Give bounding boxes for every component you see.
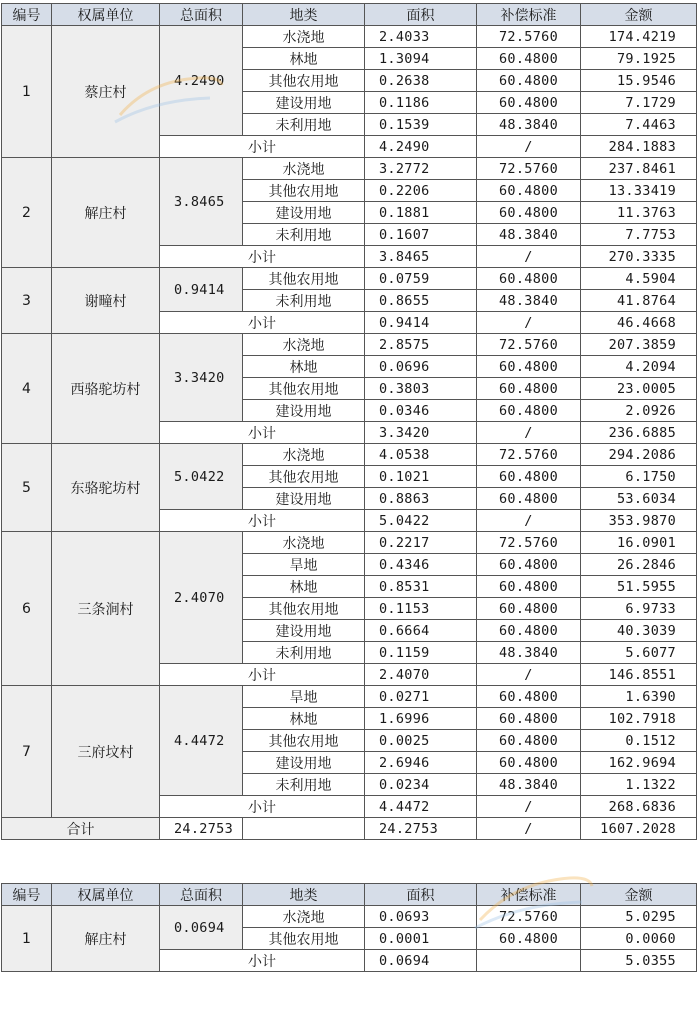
land-type: 水浇地	[243, 158, 365, 180]
land-type: 未利用地	[243, 642, 365, 664]
area-value: 0.1186	[365, 92, 477, 114]
table-body	[2, 26, 697, 840]
area-value: 3.2772	[365, 158, 477, 180]
compensation-table-main	[1, 3, 697, 840]
amount-value: 294.2086	[581, 444, 697, 466]
compensation-standard: 72.5760	[477, 158, 581, 180]
compensation-standard: 60.4800	[477, 598, 581, 620]
compensation-standard: 60.4800	[477, 202, 581, 224]
area-value: 2.8575	[365, 334, 477, 356]
subtotal-label: 小计	[160, 796, 365, 818]
subtotal-area: 4.2490	[365, 136, 477, 158]
compensation-standard: 60.4800	[477, 70, 581, 92]
area-value: 1.6996	[365, 708, 477, 730]
area-value: 0.3803	[365, 378, 477, 400]
amount-value: 23.0005	[581, 378, 697, 400]
area-value: 0.1153	[365, 598, 477, 620]
table-row	[2, 532, 697, 554]
subtotal-area: 4.4472	[365, 796, 477, 818]
area-value: 0.2206	[365, 180, 477, 202]
subtotal-label: 小计	[160, 664, 365, 686]
column-header: 权属单位	[52, 884, 160, 906]
grand-total-sum-area: 24.2753	[365, 818, 477, 840]
compensation-standard: 48.3840	[477, 642, 581, 664]
amount-value: 5.0295	[581, 906, 697, 928]
area-value: 0.1607	[365, 224, 477, 246]
total-area: 0.0694	[160, 906, 243, 950]
subtotal-area: 3.8465	[365, 246, 477, 268]
area-value: 0.1539	[365, 114, 477, 136]
total-area: 5.0422	[160, 444, 243, 510]
compensation-standard: 60.4800	[477, 686, 581, 708]
row-number: 7	[2, 686, 52, 818]
header-row	[2, 884, 697, 906]
compensation-standard: 60.4800	[477, 268, 581, 290]
compensation-standard: 48.3840	[477, 290, 581, 312]
amount-value: 162.9694	[581, 752, 697, 774]
compensation-standard: 48.3840	[477, 114, 581, 136]
owner-unit: 解庄村	[52, 158, 160, 268]
compensation-standard: 60.4800	[477, 356, 581, 378]
area-value: 2.4033	[365, 26, 477, 48]
owner-unit: 东骆驼坊村	[52, 444, 160, 532]
table-row	[2, 686, 697, 708]
area-value: 0.1159	[365, 642, 477, 664]
land-type: 其他农用地	[243, 928, 365, 950]
amount-value: 237.8461	[581, 158, 697, 180]
land-type: 其他农用地	[243, 466, 365, 488]
subtotal-amount: 46.4668	[581, 312, 697, 334]
amount-value: 15.9546	[581, 70, 697, 92]
subtotal-amount: 270.3335	[581, 246, 697, 268]
land-type: 其他农用地	[243, 268, 365, 290]
total-area: 3.8465	[160, 158, 243, 246]
amount-value: 53.6034	[581, 488, 697, 510]
land-type: 建设用地	[243, 400, 365, 422]
total-area: 2.4070	[160, 532, 243, 664]
compensation-standard: 72.5760	[477, 334, 581, 356]
amount-value: 26.2846	[581, 554, 697, 576]
compensation-standard: 60.4800	[477, 752, 581, 774]
area-value: 0.0025	[365, 730, 477, 752]
grand-total-amount: 1607.2028	[581, 818, 697, 840]
land-type: 水浇地	[243, 906, 365, 928]
compensation-standard: 72.5760	[477, 26, 581, 48]
land-type: 其他农用地	[243, 378, 365, 400]
subtotal-amount: 5.0355	[581, 950, 697, 972]
amount-value: 79.1925	[581, 48, 697, 70]
amount-value: 1.1322	[581, 774, 697, 796]
column-header: 面积	[365, 4, 477, 26]
owner-unit: 解庄村	[52, 906, 160, 972]
area-value: 0.4346	[365, 554, 477, 576]
area-value: 0.8655	[365, 290, 477, 312]
amount-value: 16.0901	[581, 532, 697, 554]
area-value: 0.1881	[365, 202, 477, 224]
area-value: 0.0346	[365, 400, 477, 422]
subtotal-amount: 284.1883	[581, 136, 697, 158]
grand-total-row	[2, 818, 697, 840]
compensation-standard: 60.4800	[477, 554, 581, 576]
amount-value: 174.4219	[581, 26, 697, 48]
compensation-standard: 60.4800	[477, 48, 581, 70]
grand-total-label: 合计	[2, 818, 160, 840]
area-value: 4.0538	[365, 444, 477, 466]
land-type: 林地	[243, 708, 365, 730]
compensation-standard: 72.5760	[477, 532, 581, 554]
land-type: 其他农用地	[243, 70, 365, 92]
compensation-standard: 60.4800	[477, 92, 581, 114]
subtotal-area: 5.0422	[365, 510, 477, 532]
subtotal-area: 0.0694	[365, 950, 477, 972]
land-type: 建设用地	[243, 92, 365, 114]
compensation-standard: 60.4800	[477, 928, 581, 950]
amount-value: 11.3763	[581, 202, 697, 224]
land-type: 林地	[243, 576, 365, 598]
column-header: 金额	[581, 4, 697, 26]
owner-unit: 西骆驼坊村	[52, 334, 160, 444]
row-number: 5	[2, 444, 52, 532]
total-area: 3.3420	[160, 334, 243, 422]
subtotal-standard: /	[477, 136, 581, 158]
subtotal-area: 0.9414	[365, 312, 477, 334]
table-row	[2, 906, 697, 928]
area-value: 0.0759	[365, 268, 477, 290]
row-number: 1	[2, 906, 52, 972]
area-value: 0.8863	[365, 488, 477, 510]
compensation-standard: 60.4800	[477, 730, 581, 752]
amount-value: 0.0060	[581, 928, 697, 950]
land-type: 未利用地	[243, 114, 365, 136]
compensation-standard: 60.4800	[477, 620, 581, 642]
row-number: 1	[2, 26, 52, 158]
compensation-standard: 72.5760	[477, 906, 581, 928]
amount-value: 4.5904	[581, 268, 697, 290]
owner-unit: 谢疃村	[52, 268, 160, 334]
table-row	[2, 26, 697, 48]
amount-value: 6.9733	[581, 598, 697, 620]
amount-value: 1.6390	[581, 686, 697, 708]
amount-value: 102.7918	[581, 708, 697, 730]
subtotal-standard: /	[477, 312, 581, 334]
compensation-standard: 60.4800	[477, 466, 581, 488]
subtotal-label: 小计	[160, 510, 365, 532]
compensation-standard: 48.3840	[477, 774, 581, 796]
subtotal-area: 2.4070	[365, 664, 477, 686]
area-value: 0.0693	[365, 906, 477, 928]
grand-total-area: 24.2753	[160, 818, 243, 840]
column-header: 编号	[2, 884, 52, 906]
amount-value: 7.1729	[581, 92, 697, 114]
subtotal-standard: /	[477, 664, 581, 686]
land-type: 其他农用地	[243, 730, 365, 752]
land-type: 其他农用地	[243, 598, 365, 620]
subtotal-standard: /	[477, 510, 581, 532]
compensation-standard: 60.4800	[477, 708, 581, 730]
column-header: 地类	[243, 884, 365, 906]
subtotal-amount: 236.6885	[581, 422, 697, 444]
land-type: 建设用地	[243, 488, 365, 510]
table-row	[2, 268, 697, 290]
amount-value: 7.4463	[581, 114, 697, 136]
amount-value: 40.3039	[581, 620, 697, 642]
land-type: 林地	[243, 356, 365, 378]
subtotal-label: 小计	[160, 136, 365, 158]
area-value: 0.6664	[365, 620, 477, 642]
amount-value: 5.6077	[581, 642, 697, 664]
owner-unit: 三条涧村	[52, 532, 160, 686]
area-value: 0.0234	[365, 774, 477, 796]
land-type: 水浇地	[243, 26, 365, 48]
column-header: 地类	[243, 4, 365, 26]
total-area: 4.2490	[160, 26, 243, 136]
owner-unit: 三府坟村	[52, 686, 160, 818]
subtotal-label: 小计	[160, 422, 365, 444]
column-header: 总面积	[160, 4, 243, 26]
land-type: 旱地	[243, 686, 365, 708]
compensation-standard: 60.4800	[477, 180, 581, 202]
land-type: 未利用地	[243, 774, 365, 796]
area-value: 0.0001	[365, 928, 477, 950]
row-number: 3	[2, 268, 52, 334]
area-value: 0.2638	[365, 70, 477, 92]
amount-value: 2.0926	[581, 400, 697, 422]
column-header: 编号	[2, 4, 52, 26]
subtotal-label: 小计	[160, 312, 365, 334]
land-type: 水浇地	[243, 334, 365, 356]
land-type: 其他农用地	[243, 180, 365, 202]
total-area: 0.9414	[160, 268, 243, 312]
area-value: 0.2217	[365, 532, 477, 554]
land-type: 旱地	[243, 554, 365, 576]
grand-total-blank	[243, 818, 365, 840]
subtotal-standard: /	[477, 246, 581, 268]
land-type: 建设用地	[243, 620, 365, 642]
amount-value: 7.7753	[581, 224, 697, 246]
amount-value: 6.1750	[581, 466, 697, 488]
table-row	[2, 158, 697, 180]
owner-unit: 蔡庄村	[52, 26, 160, 158]
subtotal-amount: 146.8551	[581, 664, 697, 686]
amount-value: 0.1512	[581, 730, 697, 752]
table-row	[2, 444, 697, 466]
amount-value: 4.2094	[581, 356, 697, 378]
amount-value: 207.3859	[581, 334, 697, 356]
total-area: 4.4472	[160, 686, 243, 796]
row-number: 6	[2, 532, 52, 686]
header-row	[2, 4, 697, 26]
compensation-table-supplement	[1, 883, 697, 972]
subtotal-amount: 353.9870	[581, 510, 697, 532]
area-value: 2.6946	[365, 752, 477, 774]
subtotal-standard: /	[477, 422, 581, 444]
area-value: 0.0271	[365, 686, 477, 708]
compensation-standard: 72.5760	[477, 444, 581, 466]
table-row	[2, 334, 697, 356]
land-type: 水浇地	[243, 532, 365, 554]
subtotal-amount: 268.6836	[581, 796, 697, 818]
column-header: 权属单位	[52, 4, 160, 26]
land-type: 建设用地	[243, 202, 365, 224]
area-value: 0.1021	[365, 466, 477, 488]
area-value: 0.8531	[365, 576, 477, 598]
compensation-standard: 60.4800	[477, 488, 581, 510]
area-value: 1.3094	[365, 48, 477, 70]
column-header: 总面积	[160, 884, 243, 906]
land-type: 未利用地	[243, 224, 365, 246]
amount-value: 41.8764	[581, 290, 697, 312]
grand-total-standard: /	[477, 818, 581, 840]
compensation-standard: 60.4800	[477, 378, 581, 400]
subtotal-standard	[477, 950, 581, 972]
subtotal-label: 小计	[160, 246, 365, 268]
column-header: 金额	[581, 884, 697, 906]
column-header: 补偿标准	[477, 884, 581, 906]
subtotal-area: 3.3420	[365, 422, 477, 444]
land-type: 建设用地	[243, 752, 365, 774]
amount-value: 51.5955	[581, 576, 697, 598]
land-type: 未利用地	[243, 290, 365, 312]
row-number: 4	[2, 334, 52, 444]
table-body	[2, 906, 697, 972]
compensation-standard: 60.4800	[477, 576, 581, 598]
compensation-standard: 48.3840	[477, 224, 581, 246]
subtotal-label: 小计	[160, 950, 365, 972]
land-type: 林地	[243, 48, 365, 70]
column-header: 面积	[365, 884, 477, 906]
amount-value: 13.33419	[581, 180, 697, 202]
land-type: 水浇地	[243, 444, 365, 466]
row-number: 2	[2, 158, 52, 268]
compensation-standard: 60.4800	[477, 400, 581, 422]
subtotal-standard: /	[477, 796, 581, 818]
area-value: 0.0696	[365, 356, 477, 378]
column-header: 补偿标准	[477, 4, 581, 26]
